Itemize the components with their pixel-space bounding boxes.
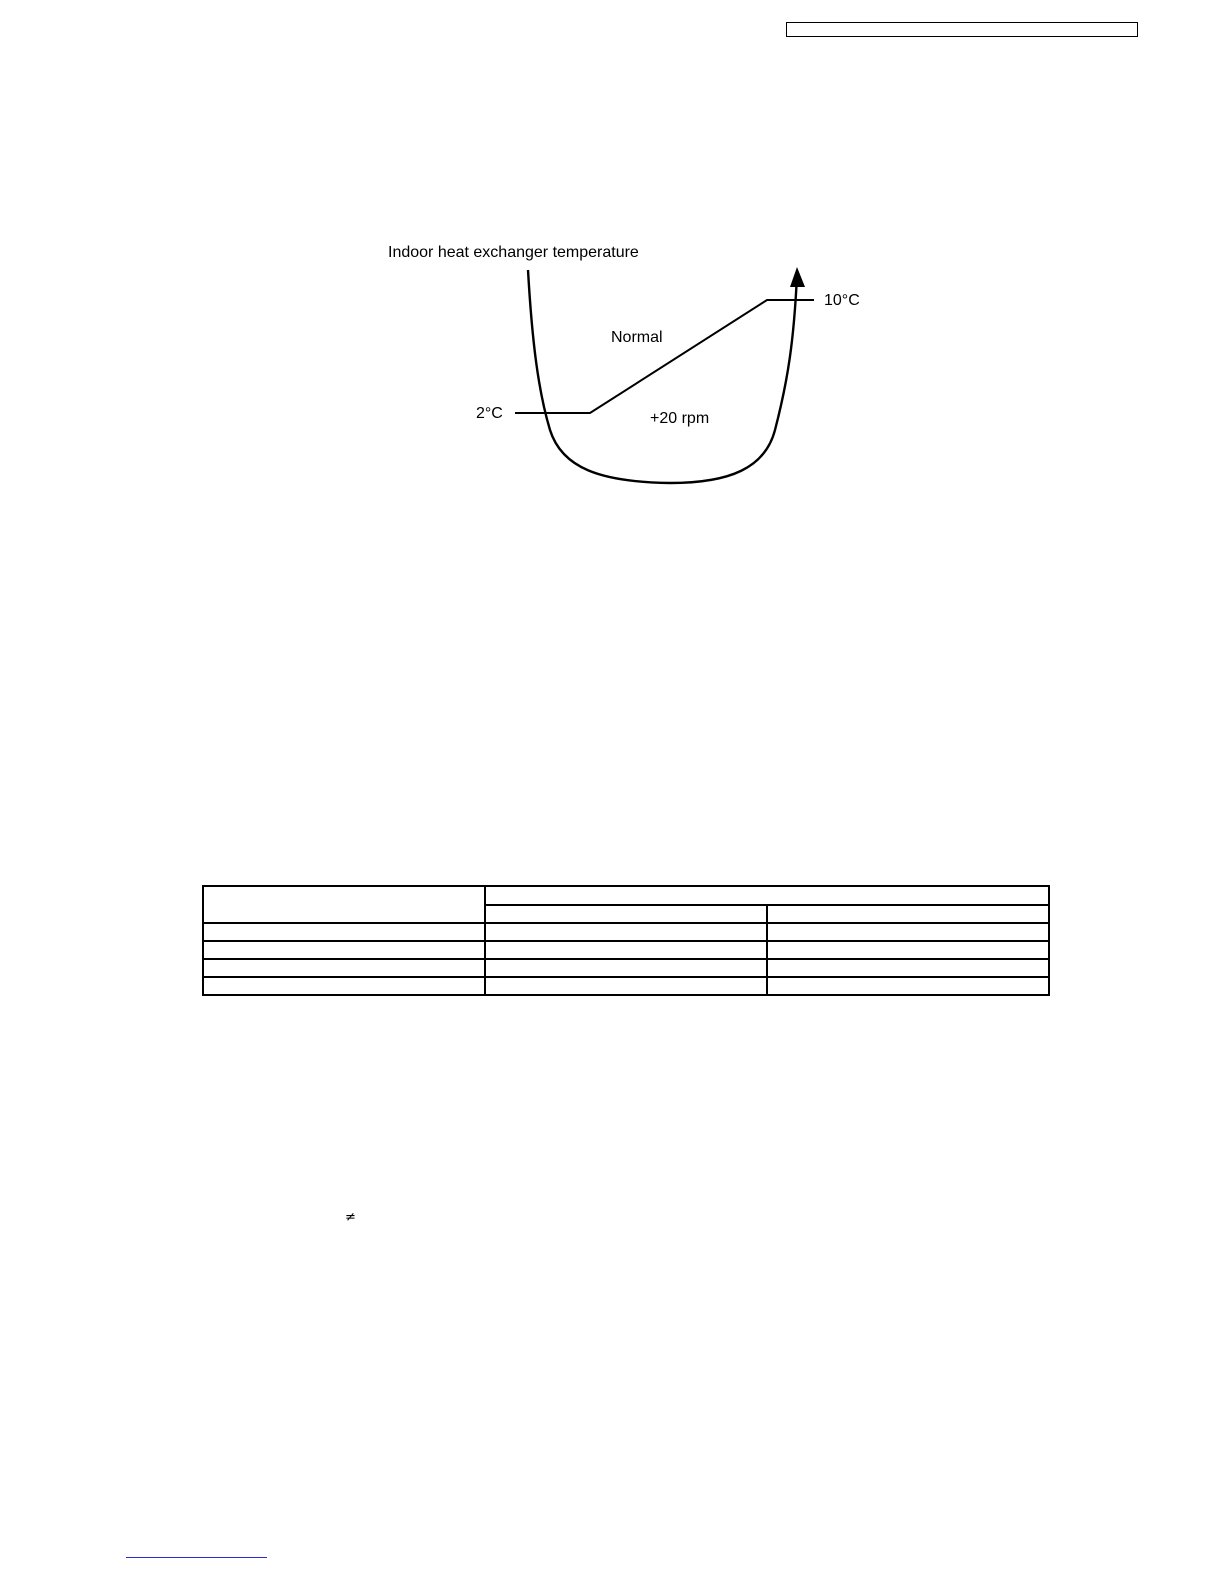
table-row [203,959,1049,977]
threshold-line [515,300,814,413]
temperature-diagram [370,230,890,500]
data-table [202,885,1050,996]
arrow-head-icon [790,267,805,287]
table-row [203,977,1049,995]
table-cell [485,977,767,995]
table-cell [767,923,1049,941]
table-cell [203,923,485,941]
table-cell [485,959,767,977]
label-plus-20-rpm: +20 rpm [650,410,710,427]
header-box [786,22,1138,37]
table-cell [485,923,767,941]
diagram-title: Indoor heat exchanger temperature [388,244,639,261]
table-header-row [203,886,1049,905]
table-row [203,941,1049,959]
label-normal: Normal [611,329,663,346]
table-cell [203,959,485,977]
table-cell [485,886,1049,905]
table-cell [203,977,485,995]
table-cell [767,977,1049,995]
table-cell [485,905,767,923]
footer-link-line[interactable] [126,1557,267,1558]
table-cell [485,941,767,959]
table-cell [767,959,1049,977]
label-10c: 10°C [824,292,860,309]
not-equal-symbol: ≠ [345,1210,356,1225]
temperature-curve [528,270,797,483]
table-cell [203,886,485,923]
table-row [203,923,1049,941]
table-cell [203,941,485,959]
label-2c: 2°C [476,405,503,422]
table-cell [767,941,1049,959]
table-cell [767,905,1049,923]
